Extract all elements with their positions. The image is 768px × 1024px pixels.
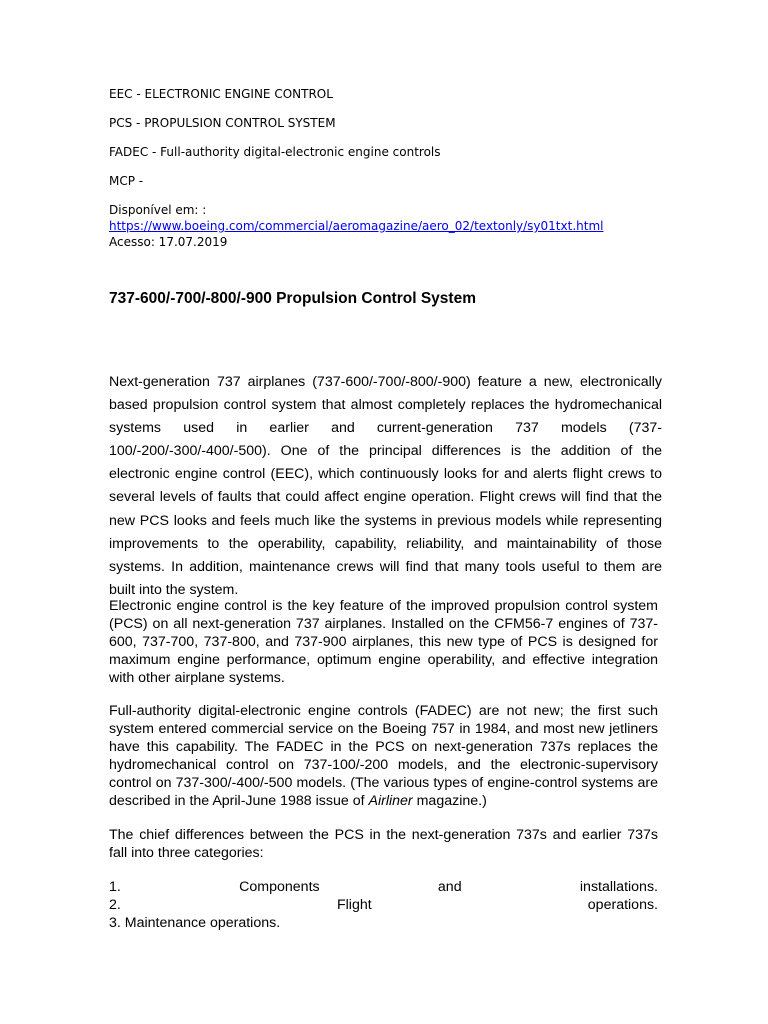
differences-list: [109, 878, 658, 932]
list-item-word: and: [437, 879, 462, 895]
abbreviation-pcs: PCS - PROPULSION CONTROL SYSTEM: [109, 116, 336, 130]
paragraph-eec: Electronic engine control is the key feature of the improved propulsion control system (PCS) on all next-generation 737 airplanes. Installed on the CFM56-7 engines of 737-600, 737-700, 737-800, and 737-900 airplanes, this new type of PCS is designed for maximum engine performance, optimum engine operability, and effective integration with other airplane systems.: [109, 598, 658, 686]
paragraph-intro: Next-generation 737 airplanes (737-600/-700/-800/-900) feature a new, electronically based propulsion control system that almost completely replaces the hydromechanical systems used in earlier and current-generation 737 models (737-100/-200/-300/-400/-500). One of the principal differences is the addition of the electronic engine control (EEC), which continuously looks for and alerts flight crews to several levels of faults that could affect engine operation. Flight crews will find that the new PCS looks and feels much like the systems in previous models while representing improvements to the operability, capability, reliability, and maintainability of those systems. In addition, maintenance crews will find that many tools useful to them are built into the system.: [109, 374, 662, 598]
abbreviation-mcp: MCP -: [109, 174, 144, 188]
source-link[interactable]: https://www.boeing.com/commercial/aeromagazine/aero_02/textonly/sy01txt.html: [109, 219, 604, 233]
list-item-word: Components: [239, 879, 320, 895]
list-item-word: operations.: [587, 897, 658, 913]
abbreviation-fadec: FADEC - Full-authority digital-electronic engine controls: [109, 145, 441, 159]
paragraph-fadec: [109, 702, 658, 810]
list-item-number: 1.: [109, 879, 121, 895]
list-item: [109, 878, 658, 896]
list-item-number: 2.: [109, 897, 121, 913]
paragraph-fadec-text: Full-authority digital-electronic engine controls (FADEC) are not new; the first such system entered commercial service on the Boeing 757 in 1984, and most new jetliners have this capability. The FADEC in the PCS on next-generation 737s replaces the hydromechanical control on 737-100/-200 models, and the electronic-supervisory control on 737-300/-400/-500 models. (The various types of engine-control systems are described in the April-June 1988 issue of: [109, 703, 658, 809]
article-title: 737-600/-700/-800/-900 Propulsion Control System: [109, 290, 476, 307]
reference-notes: [109, 86, 669, 250]
paragraph-differences: The chief differences between the PCS in the next-generation 737s and earlier 737s fall into three categories:: [109, 827, 658, 861]
list-item-text: 3. Maintenance operations.: [109, 915, 281, 931]
list-item: [109, 914, 658, 932]
abbreviation-eec: EEC - ELECTRONIC ENGINE CONTROL: [109, 87, 333, 101]
access-date: Acesso: 17.07.2019: [109, 235, 228, 249]
available-at-label: Disponível em: :: [109, 203, 207, 217]
paragraph-fadec-end: magazine.): [416, 793, 487, 809]
magazine-name: Airliner: [368, 793, 413, 809]
list-item-word: Flight: [336, 897, 372, 913]
list-item: [109, 896, 658, 914]
list-item-word: installations.: [579, 879, 658, 895]
